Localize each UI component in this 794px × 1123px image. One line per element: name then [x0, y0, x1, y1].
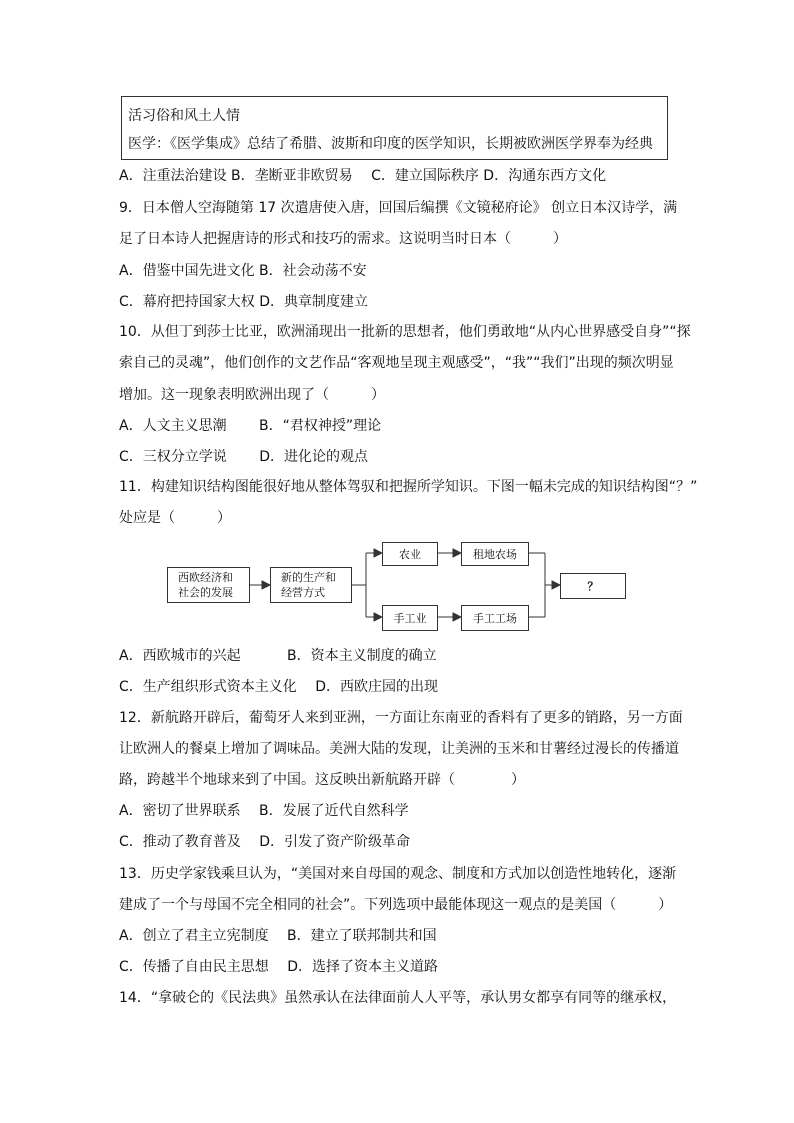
q14-stem-1: 14．“拿破仑的《民法典》虽然承认在法律面前人人平等，承认男女都享有同等的继承权， — [119, 990, 677, 1006]
q12-stem-3: 路，跨越半个地球来到了中国。这反映出新航路开辟（ ） — [119, 772, 525, 788]
q9-stem-2: 足了日本诗人把握唐诗的形式和技巧的需求。这说明当时日本（ ） — [119, 231, 567, 247]
q11-stem-2: 处应是（ ） — [119, 510, 231, 526]
diagram-node-unknown: ？ — [560, 573, 626, 599]
q10-stem-3: 增加。这一现象表明欧洲出现了（ ） — [119, 387, 385, 403]
diagram-node-workshop: 手工工场 — [461, 605, 529, 631]
q11-stem-1: 11．构建知识结构图能很好地从整体驾驭和把握所学知识。下图一幅未完成的知识结构图“？” — [119, 479, 698, 495]
diagram-node-leased-farm: 租地农场 — [461, 542, 529, 566]
q13-options-cd: C．传播了自由民主思想 D．选择了资本主义道路 — [119, 959, 439, 975]
q13-stem-1: 13．历史学家钱乘旦认为，“美国对来自母国的观念、制度和方式加以创造性地转化，逐渐 — [119, 866, 677, 882]
q12-stem-2: 让欧洲人的餐桌上增加了调味品。美洲大陆的发现，让美洲的玉米和甘薯经过漫长的传播道 — [119, 741, 679, 757]
q11-options-ab: A．西欧城市的兴起 B．资本主义制度的确立 — [119, 648, 437, 664]
diagram-node-agriculture: 农业 — [382, 542, 438, 566]
diagram-node-economy: 西欧经济和 社会的发展 — [167, 567, 250, 603]
q12-options-cd: C．推动了教育普及 D．引发了资产阶级革命 — [119, 834, 411, 850]
box-line-2: 医学：《医学集成》总结了希腊、波斯和印度的医学知识，长期被欧洲医学界奉为经典 — [128, 136, 653, 152]
diagram-node-production: 新的生产和 经营方式 — [270, 567, 352, 603]
q9-options-ab: A．借鉴中国先进文化 B．社会动荡不安 — [119, 263, 367, 279]
q13-options-ab: A．创立了君主立宪制度 B．建立了联邦制共和国 — [119, 928, 437, 944]
q8-options: A．注重法治建设 B．垄断亚非欧贸易 C．建立国际秩序 D．沟通东西方文化 — [119, 168, 607, 184]
q9-stem-1: 9．日本僧人空海随第 17 次遣唐使入唐，回国后编撰《文镜秘府论》 创立日本汉诗学，满 — [119, 200, 678, 216]
q10-stem-2: 索自己的灵魂”，他们创作的文艺作品“客观地呈现主观感受”，“我”“我们”出现的频次明显 — [119, 355, 674, 371]
box-line-1: 活习俗和风土人情 — [128, 108, 240, 124]
q9-options-cd: C．幕府把持国家大权 D．典章制度建立 — [119, 294, 369, 310]
q10-options-ab: A．人文主义思潮 B．“君权神授”理论 — [119, 418, 382, 434]
q12-stem-1: 12．新航路开辟后，葡萄牙人来到亚洲，一方面让东南亚的香料有了更多的销路，另一方面 — [119, 710, 683, 726]
q10-options-cd: C．三权分立学说 D．进化论的观点 — [119, 449, 369, 465]
q13-stem-2: 建成了一个与母国不完全相同的社会”。下列选项中最能体现这一观点的是美国（ ） — [119, 897, 673, 913]
q12-options-ab: A．密切了世界联系 B．发展了近代自然科学 — [119, 803, 409, 819]
q11-options-cd: C．生产组织形式资本主义化 D．西欧庄园的出现 — [119, 679, 439, 695]
q10-stem-1: 10．从但丁到莎士比亚，欧洲涌现出一批新的思想者，他们勇敢地“从内心世界感受自身”“探 — [119, 324, 691, 340]
diagram-node-handicraft: 手工业 — [382, 605, 438, 631]
